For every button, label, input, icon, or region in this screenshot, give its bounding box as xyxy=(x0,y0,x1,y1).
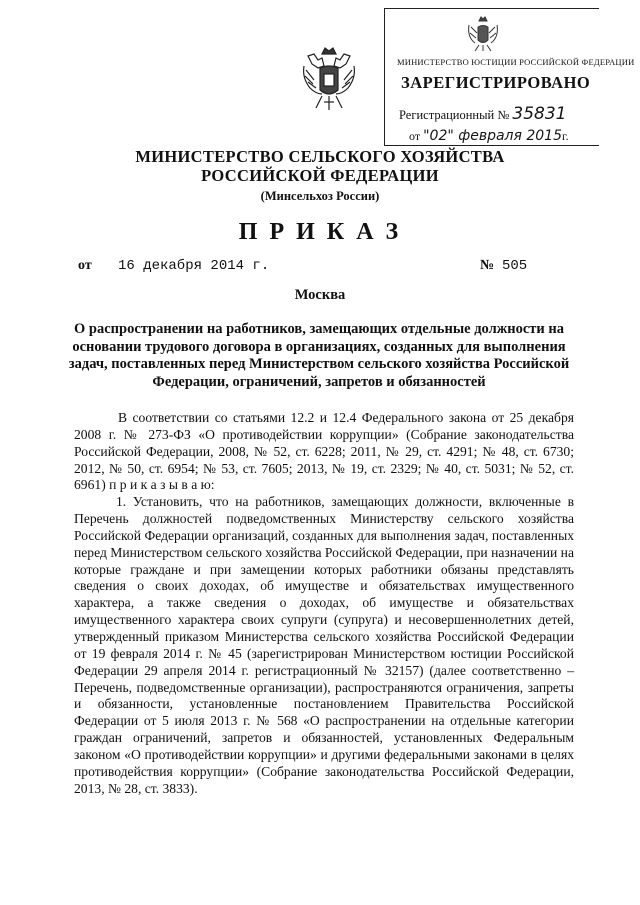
preamble-paragraph: В соответствии со статьями 12.2 и 12.4 Федерального закона от 25 декабря 2008 г. № 273-ФЗ «О противодействии коррупции» (Собрание законодательства Российской Федерации, 2008, № 52, ст. 6228; 2011, № 29, ст. 4291; № 48, ст. 6730; 2012, № 50, ст. 6954; № 53, ст. 7605; 2013, № 19, ст. 2329; № 40, ст. 5031; № 52, ст. 6961) п р и к а з ы в а ю: xyxy=(74,410,574,493)
document-body xyxy=(74,410,574,797)
item-1-paragraph: 1. Установить, что на работников, замещающих должности, включенные в Перечень должностей подведомственных Министерству сельского хозяйства Российской Федерации организаций, созданных для выполнения задач, поставленных перед Министерством сельского хозяйства Российской Федерации, при назначении на которые граждане и при замещении которых работники обязаны представлять сведения о своих доходах, об имуществе и обязательствах имущественного характера, а также сведения о доходах, об имуществе и обязательствах имущественного характера своих супруги (супруга) и несовершеннолетних детей, утвержденный приказом Министерства сельского хозяйства Российской Федерации от 19 февраля 2014 г. № 45 (зарегистрирован Министерством юстиции Российской Федерации 29 апреля 2014 г. регистрационный № 32157) (далее соответственно – Перечень, подведомственные организации), распространяются ограничения, запреты и обязанности, установленные постановлением Правительства Российской Федерации от 5 июля 2013 г. № 568 «О распространении на отдельные категории граждан ограничений, запретов и обязанностей, установленных Федеральным законом «О противодействии коррупции» и другими федеральными законами в целях противодействия коррупции» (Собрание законодательства Российской Федерации, 2013, № 28, ст. 3833). xyxy=(74,494,574,796)
stamp-registered-label: ЗАРЕГИСТРИРОВАНО xyxy=(401,73,591,92)
document-type-title: П Р И К А З xyxy=(238,219,402,245)
stamp-registration-number: 35831 xyxy=(512,104,567,124)
registration-stamp xyxy=(384,8,635,146)
stamp-emblem-icon xyxy=(463,13,503,53)
stamp-date-handwritten: "02" февраля 2015 xyxy=(423,128,562,144)
stamp-date-suffix: г. xyxy=(562,129,569,143)
order-number: 505 xyxy=(502,258,528,274)
ministry-title-line2: РОССИЙСКОЙ ФЕДЕРАЦИИ xyxy=(201,166,439,185)
stamp-registration-label: Регистрационный № xyxy=(399,108,510,122)
stamp-date-prefix: от xyxy=(409,129,421,143)
city: Москва xyxy=(294,287,346,303)
order-subject-title: О распространении на работников, замещающих отдельные должности на основании трудового договора в организациях, созданных для выполнения задач, поставленных перед Министерством сельского хозяйства Российской Федерации, ограничений, запретов и обязанностей xyxy=(68,321,570,390)
ministry-short-name: (Минсельхоз России) xyxy=(260,189,380,203)
date-label: от xyxy=(78,258,92,273)
stamp-date-row xyxy=(409,128,569,144)
stamp-ministry-name: МИНИСТЕРСТВО ЮСТИЦИИ РОССИЙСКОЙ ФЕДЕРАЦИИ xyxy=(397,57,635,67)
stamp-registration-number-row xyxy=(399,104,566,124)
number-label: № xyxy=(480,258,495,273)
order-date: 16 декабря 2014 г. xyxy=(118,258,270,274)
coat-of-arms-emblem xyxy=(300,44,358,114)
ministry-title-line1: МИНИСТЕРСТВО СЕЛЬСКОГО ХОЗЯЙСТВА xyxy=(135,147,505,166)
